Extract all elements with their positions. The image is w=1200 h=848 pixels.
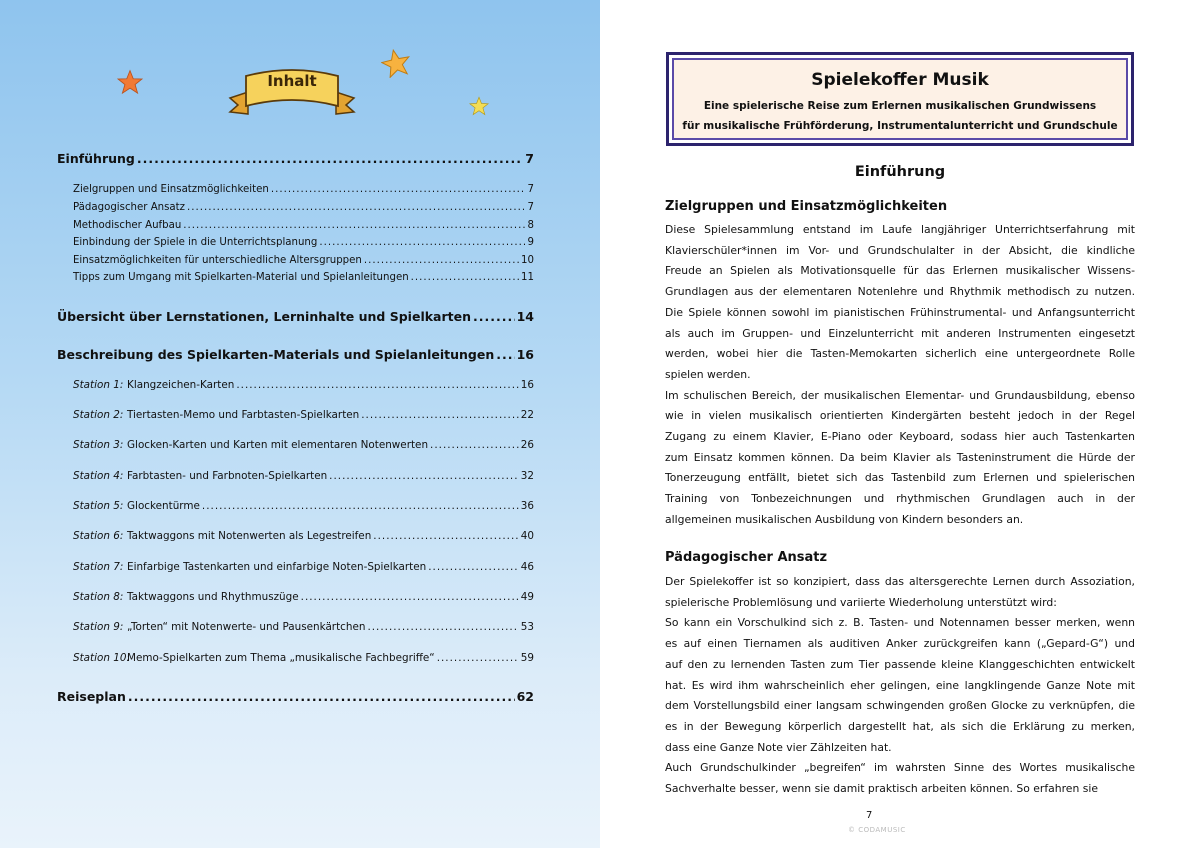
text-line: Zugang zu einem Klavier, E-Piano oder Keyboard, sodass hier auch Tastenkarten xyxy=(665,430,1135,444)
toc-station-3[interactable]: Station 3: Glocken-Karten und Karten mit elementaren Notenwerten ..... 26 xyxy=(73,439,534,451)
toc-reiseplan[interactable]: Reiseplan ..... 62 xyxy=(57,689,534,704)
toc-page: 7 xyxy=(525,151,534,166)
star-icon xyxy=(117,69,143,95)
text-line: es auf einen Tiernamen als auditiven Anker zurückgreifen kann („Gepard-G“) und xyxy=(665,637,1135,651)
toc-sub-item[interactable]: Pädagogischer Ansatz ..... 7 xyxy=(73,202,534,213)
toc-sub-item[interactable]: Methodischer Aufbau ..... 8 xyxy=(73,220,534,231)
text-line: dem Vorstellungsbild einer langsam schwingenden großen Glocke zu verknüpfen, die xyxy=(665,699,1135,713)
text-line: So kann ein Vorschulkind sich z. B. Tasten- und Notennamen besser merken, wenn xyxy=(665,616,1135,630)
title-box xyxy=(666,52,1134,146)
text-line: hat. Es wird ihm wahrscheinlich eher gelingen, eine langklingende Ganze Note mit xyxy=(665,678,1135,692)
text-line: dass eine Ganze Note vier Zählzeiten hat. xyxy=(665,740,892,754)
text-line: wie in vielen musikalisch orientierten Kindergärten besteht jedoch in der Regel xyxy=(665,409,1135,423)
text-line: als auch im Gruppen- und Einzelunterricht mit anderen Instrumenten eingesetzt xyxy=(665,326,1135,340)
toc-station-5[interactable]: Station 5: Glockentürme ..... 36 xyxy=(73,500,534,512)
toc-station-8[interactable]: Station 8: Taktwaggons und Rhythmuszüge ..... 49 xyxy=(73,591,534,603)
toc-station-9[interactable]: Station 9: „Torten“ mit Notenwerte- und Pausenkärtchen ..... 53 xyxy=(73,621,534,633)
section-title: Einführung xyxy=(854,164,946,180)
text-line: Sachverhalte besser, wenn sie damit praktisch arbeiten können. So erfahren sie xyxy=(665,782,1098,796)
text-line: auf den zu lernenden Tasten zum Tier passende kleine Klanggeschichten entwickelt xyxy=(665,657,1135,671)
heading-ansatz: Pädagogischer Ansatz xyxy=(665,550,828,565)
text-line: Der Spielekoffer ist so konzipiert, dass das altersgerechte Lernen durch Assoziation, xyxy=(665,575,1135,588)
page-number: 7 xyxy=(866,810,873,821)
text-line: allgemeinen musikalischen Ausbildung von Kindern besonders an. xyxy=(665,512,1024,526)
text-line: es in der Bewegung körperlich dargestellt hat, als sich die Erklärung zu merken, xyxy=(665,719,1135,733)
heading-zielgruppen: Zielgruppen und Einsatzmöglichkeiten xyxy=(665,199,948,214)
text-line: zum Einsatz kommen können. Da beim Klavier als Tasteninstrument die Hürde der xyxy=(665,450,1135,464)
text-line: spielerische Problemlösung und variierte Wiederholung unterstützt wird: xyxy=(665,595,1057,609)
paragraph-ansatz xyxy=(665,572,1135,800)
contents-banner xyxy=(228,62,356,122)
toc-uebersicht[interactable]: Übersicht über Lernstationen, Lerninhalte und Spielkarten ..... 14 xyxy=(57,309,534,324)
book-subtitle-2: für musikalische Frühförderung, Instrumentalunterricht und Grundschule xyxy=(682,120,1118,132)
toc-station-10[interactable]: Station 10: Memo-Spielkarten zum Thema „musikalische Fachbegriffe“ ..... 59 xyxy=(73,652,534,664)
toc-sub-item[interactable]: Tipps zum Umgang mit Spielkarten-Material und Spielanleitungen ..... 11 xyxy=(73,272,534,283)
text-line: Klavierschüler*innen im Vor- und Grundschulalter in der Absicht, die kindliche xyxy=(665,243,1135,257)
text-line: Im schulischen Bereich, der musikalischen Elementar- und Grundausbildung, ebenso xyxy=(665,388,1135,402)
toc-station-7[interactable]: Station 7: Einfarbige Tastenkarten und einfarbige Noten-Spielkarten ..... 46 xyxy=(73,561,534,573)
text-line: Freude an Spielen als Motivationsquelle für das Erlernen musikalischer Wissens- xyxy=(665,264,1135,278)
toc-station-1[interactable]: Station 1: Klangzeichen-Karten ..... 16 xyxy=(73,379,534,391)
text-line: werden, wobei hier die Tasten-Memokarten sicherlich eine untergeordnete Rolle xyxy=(665,347,1135,361)
toc-sub-item[interactable]: Einbindung der Spiele in die Unterrichtsplanung ..... 9 xyxy=(73,237,534,248)
text-line: Tonerzeugung entfällt, bietet sich das Tastenbild zum Erlernen und spielerischen xyxy=(665,471,1135,485)
toc-sub-item[interactable]: Einsatzmöglichkeiten für unterschiedliche Altersgruppen ..... 10 xyxy=(73,255,534,266)
copyright: © CODAMUSIC xyxy=(848,826,906,834)
book-subtitle-1: Eine spielerische Reise zum Erlernen musikalischen Grundwissens xyxy=(703,100,1097,112)
text-line: Die Spiele können sowohl im pianistischen Frühinstrumental- und Anfangsunterricht xyxy=(665,305,1135,319)
banner-title: Inhalt xyxy=(267,72,317,90)
text-line: Training von Tonbezeichnungen und rhythmischen Grundlagen auch in der xyxy=(665,492,1135,506)
text-line: Grundlagen aus der elementaren Notenlehre und Rhythmik methodisch zu nutzen. xyxy=(665,285,1135,299)
ribbon-icon xyxy=(228,62,356,122)
toc-einfuehrung[interactable] xyxy=(57,151,534,166)
text-line: Diese Spielesammlung entstand im Laufe langjähriger Unterrichtserfahrung mit xyxy=(665,223,1135,236)
toc-label: Einführung xyxy=(57,151,135,166)
toc-sub-item[interactable]: Zielgruppen und Einsatzmöglichkeiten ..... 7 xyxy=(73,184,534,195)
toc-station-6[interactable]: Station 6: Taktwaggons mit Notenwerten als Legestreifen ..... 40 xyxy=(73,530,534,542)
book-title: Spielekoffer Musik xyxy=(811,70,989,90)
toc-beschreibung[interactable]: Beschreibung des Spielkarten-Materials und Spielanleitungen ..... 16 xyxy=(57,347,534,362)
text-line: Auch Grundschulkinder „begreifen“ im wahrsten Sinne des Wortes musikalische xyxy=(665,761,1135,775)
paragraph-zielgruppen xyxy=(665,220,1135,531)
star-icon xyxy=(469,96,489,116)
star-icon xyxy=(381,48,411,78)
toc-station-2[interactable]: Station 2: Tiertasten-Memo und Farbtasten-Spielkarten ..... 22 xyxy=(73,409,534,421)
text-line: spielen werden. xyxy=(665,367,751,381)
toc-station-4[interactable]: Station 4: Farbtasten- und Farbnoten-Spielkarten ..... 32 xyxy=(73,470,534,482)
